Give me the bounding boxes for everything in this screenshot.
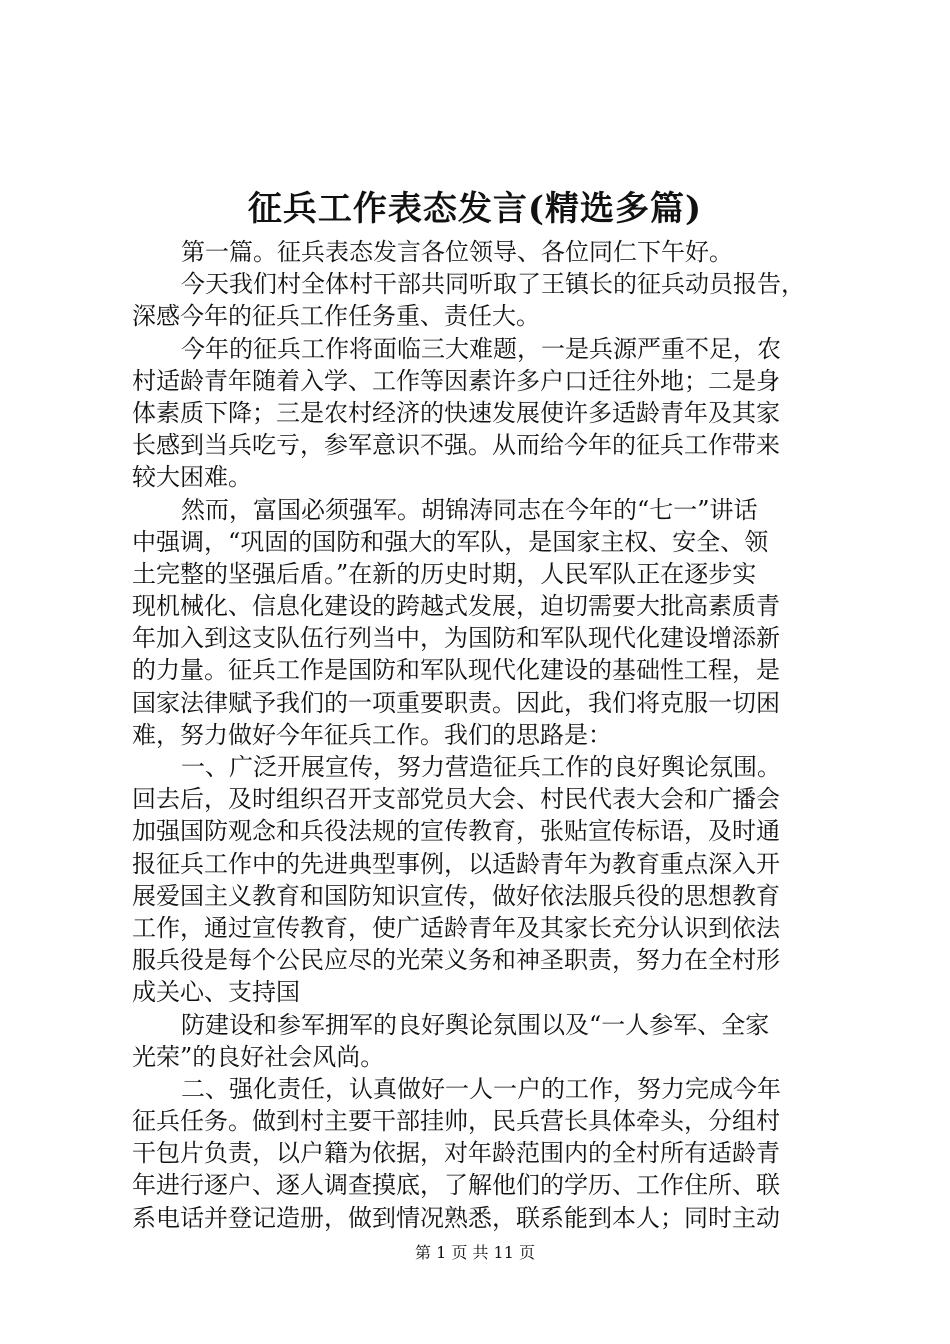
text-line: 较大困难。	[132, 463, 252, 492]
text-line: 报征兵工作中的先进典型事例，以适龄青年为教育重点深入开	[132, 849, 780, 878]
text-line: 年进行逐户、逐人调查摸底，了解他们的学历、工作住所、联	[132, 1171, 780, 1200]
page-footer: 第 1 页 共 11 页	[415, 1243, 535, 1262]
text-line: 现机械化、信息化建设的跨越式发展，迫切需要大批高素质青	[132, 592, 780, 621]
text-line: 今年的征兵工作将面临三大难题，一是兵源严重不足，农	[181, 334, 781, 363]
text-line: 服兵役是每个公民应尽的光荣义务和神圣职责，努力在全村形	[132, 946, 780, 975]
text-line: 第一篇。征兵表态发言各位领导、各位同仁下午好。	[181, 238, 733, 266]
document-body	[132, 236, 832, 1234]
text-line: 深感今年的征兵工作任务重、责任大。	[132, 302, 540, 331]
text-line: 光荣”的良好社会风尚。	[132, 1042, 385, 1071]
text-line: 二、强化责任，认真做好一人一户的工作，努力完成今年	[181, 1074, 781, 1103]
text-line: 今天我们村全体村干部共同听取了王镇长的征兵动员报告，	[181, 270, 805, 299]
text-line: 国家法律赋予我们的一项重要职责。因此，我们将克服一切困	[132, 688, 780, 717]
text-line: 的力量。征兵工作是国防和军队现代化建设的基础性工程，是	[132, 656, 780, 685]
text-line: 年加入到这支队伍行列当中，为国防和军队现代化建设增添新	[132, 624, 780, 653]
text-line: 村适龄青年随着入学、工作等因素许多户口迁往外地；二是身	[132, 366, 780, 395]
text-line: 系电话并登记造册，做到情况熟悉，联系能到本人；同时主动	[132, 1203, 780, 1232]
text-line: 体素质下降；三是农村经济的快速发展使许多适龄青年及其家	[132, 398, 780, 427]
text-line: 土完整的坚强后盾。”在新的历史时期，人民军队正在逐步实	[132, 559, 757, 588]
text-line: 难，努力做好今年征兵工作。我们的思路是：	[132, 720, 612, 749]
text-line: 展爱国主义教育和国防知识宣传，做好依法服兵役的思想教育	[132, 881, 780, 910]
text-line: 工作，通过宣传教育，使广适龄青年及其家长充分认识到依法	[132, 913, 780, 942]
text-line: 加强国防观念和兵役法规的宣传教育，张贴宣传标语，及时通	[132, 817, 780, 846]
text-line: 干包片负责，以户籍为依据，对年龄范围内的全村所有适龄青	[132, 1139, 780, 1168]
text-line: 防建设和参军拥军的良好舆论氛围以及“一人参军、全家	[181, 1010, 770, 1039]
text-line: 长感到当兵吃亏，参军意识不强。从而给今年的征兵工作带来	[132, 431, 780, 460]
text-line: 回去后，及时组织召开支部党员大会、村民代表大会和广播会	[132, 785, 780, 814]
document-title: 征兵工作表态发言(精选多篇)	[247, 189, 703, 229]
text-line: 然而，富国必须强军。胡锦涛同志在今年的“七一”讲话	[181, 495, 758, 524]
text-line: 中强调，“巩固的国防和强大的军队，是国家主权、安全、领	[132, 527, 769, 556]
text-line: 征兵任务。做到村主要干部挂帅，民兵营长具体牵头，分组村	[132, 1107, 780, 1136]
text-line: 成关心、支持国	[132, 978, 300, 1007]
text-line: 一、广泛开展宣传，努力营造征兵工作的良好舆论氛围。	[181, 753, 781, 781]
